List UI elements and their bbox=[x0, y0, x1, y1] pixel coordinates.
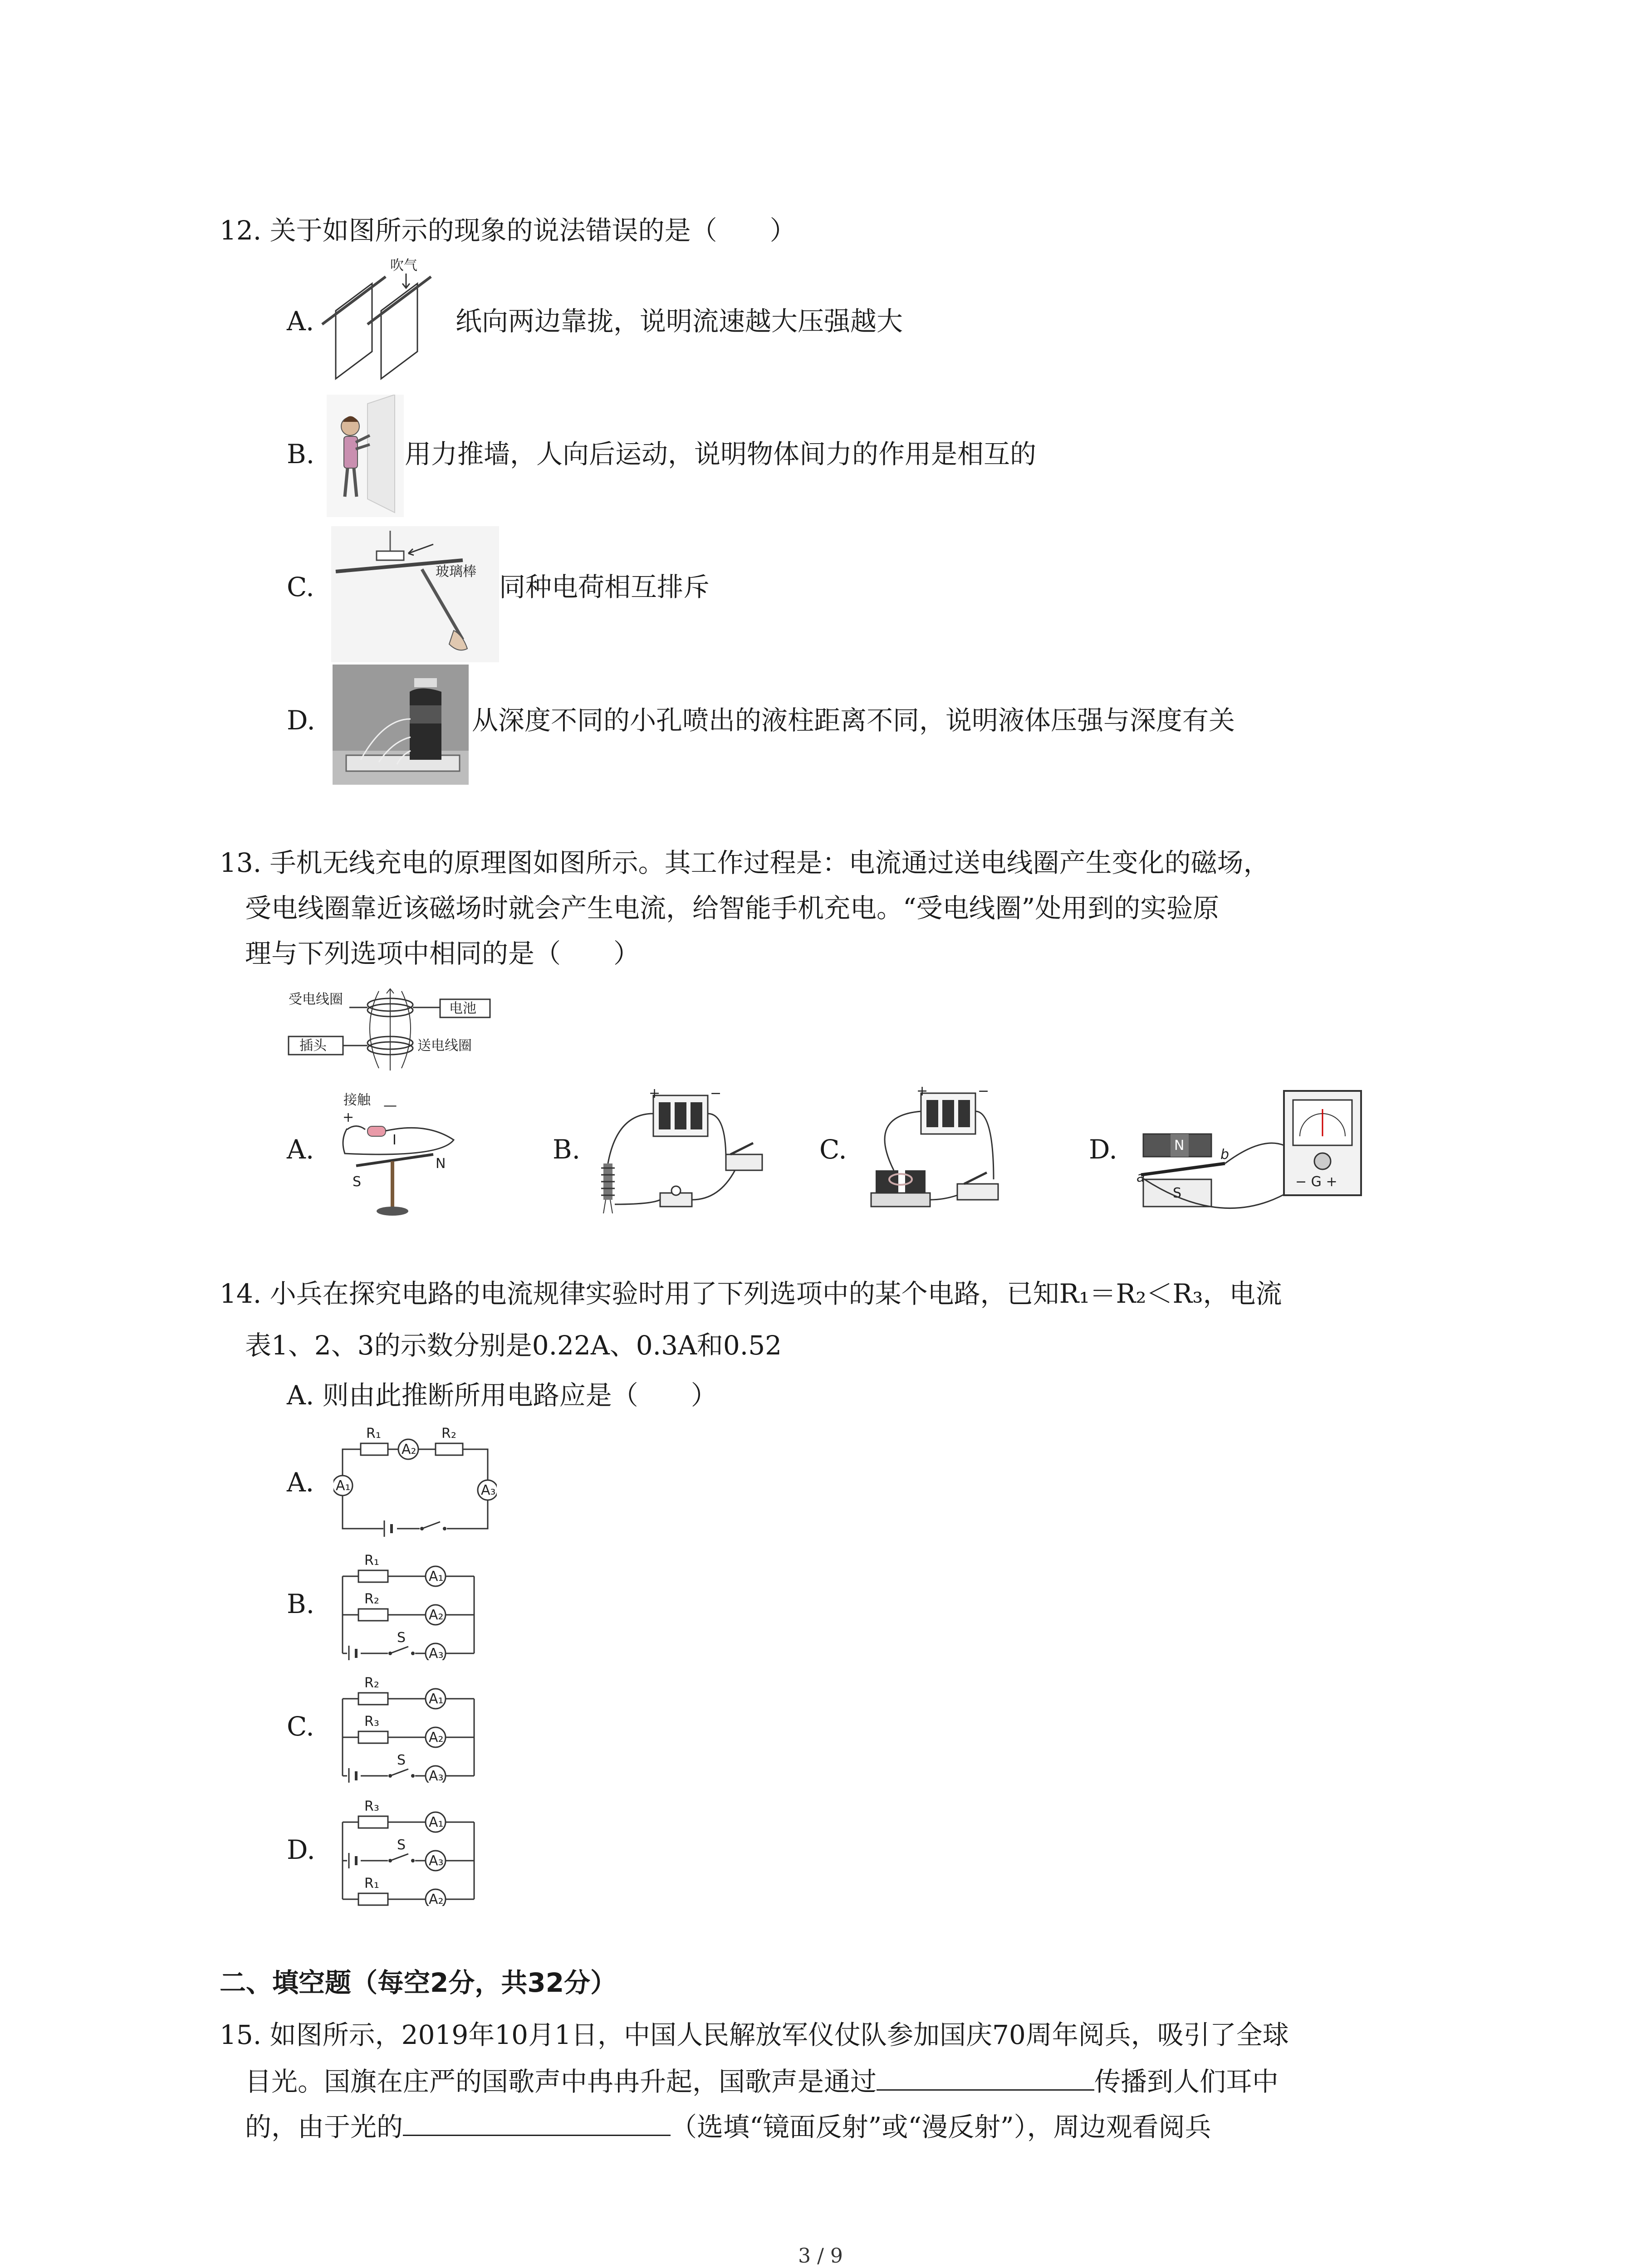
circuit-d-a3: A₃ bbox=[429, 1853, 444, 1869]
circuit-b-a2: A₂ bbox=[429, 1607, 444, 1623]
circuit-b-a3: A₃ bbox=[429, 1646, 444, 1660]
current-label: I bbox=[392, 1132, 397, 1148]
circuit-a-a2: A₂ bbox=[402, 1442, 416, 1457]
q12-option-a-text: 纸向两边靠拢，说明流速越大压强越大 bbox=[456, 306, 903, 337]
wireless-charging-diagram bbox=[286, 987, 499, 1073]
q14-option-a-letter: A． bbox=[287, 1467, 332, 1498]
q12-option-c-text: 同种电荷相互排斥 bbox=[499, 572, 710, 602]
q15-line-3-post: （选填“镜面反射”或“漫反射”），周边观看阅兵 bbox=[671, 2112, 1211, 2142]
q15-line-1: 15. 如图所示，2019年10月1日，中国人民解放军仪仗队参加国庆70周年阅兵，吸引了全球 bbox=[220, 2019, 1289, 2050]
svg-text:−: − bbox=[710, 1086, 722, 1101]
circuit-c-a3: A₃ bbox=[429, 1768, 444, 1783]
circuit-a-figure bbox=[333, 1420, 497, 1538]
north-pole-label: N bbox=[436, 1156, 446, 1172]
circuit-b-row1: R₁ bbox=[364, 1553, 379, 1569]
receive-coil-label: 受电线圈 bbox=[289, 992, 343, 1007]
q12-option-c-letter: C. bbox=[287, 572, 314, 602]
q13-option-a-letter: A. bbox=[287, 1134, 314, 1165]
minus-label: — bbox=[383, 1098, 397, 1114]
q14-option-c-letter: C. bbox=[287, 1711, 314, 1742]
circuit-b-a1: A₁ bbox=[429, 1569, 444, 1584]
circuit-c-row2: R₃ bbox=[364, 1714, 379, 1730]
q12-option-b-text: 用力推墙，人向后运动，说明物体间力的作用是相互的 bbox=[405, 439, 1037, 469]
page-number: 3 / 9 bbox=[798, 2244, 843, 2268]
q13-line-2: 受电线圈靠近该磁场时就会产生电流，给智能手机充电。“受电线圈”处用到的实验原 bbox=[245, 893, 1220, 924]
q15-blank-2[interactable] bbox=[403, 2109, 671, 2136]
blowing-paper-figure bbox=[318, 252, 454, 397]
svg-text:−: − bbox=[978, 1084, 989, 1099]
glass-rod-figure bbox=[331, 526, 499, 662]
q15-blank-1[interactable] bbox=[877, 2064, 1094, 2091]
q14-option-b-letter: B. bbox=[287, 1589, 315, 1619]
circuit-c-a1: A₁ bbox=[429, 1691, 444, 1707]
circuit-a-r1: R₁ bbox=[366, 1426, 381, 1442]
q12-option-d-text: 从深度不同的小孔喷出的液柱距离不同，说明液体压强与深度有关 bbox=[472, 705, 1235, 736]
circuit-c-row1: R₂ bbox=[364, 1675, 379, 1691]
magnet-n-label: N bbox=[1174, 1138, 1185, 1154]
circuit-b-figure bbox=[333, 1542, 488, 1660]
q13-option-c-letter: C. bbox=[819, 1134, 847, 1165]
circuit-d-switch: S bbox=[397, 1837, 406, 1853]
plus-label: + bbox=[343, 1110, 354, 1125]
q14-line-3: A. 则由此推断所用电路应是（ ） bbox=[287, 1380, 717, 1411]
q13-line-3: 理与下列选项中相同的是（ ） bbox=[245, 938, 640, 969]
q12-stem: 12. 关于如图所示的现象的说法错误的是（ ） bbox=[220, 215, 796, 246]
glass-rod-label: 玻璃棒 bbox=[436, 564, 476, 580]
wire-b-label: b bbox=[1220, 1147, 1230, 1163]
q13-option-b-letter: B. bbox=[553, 1134, 581, 1165]
q12-option-b-letter: B. bbox=[287, 439, 315, 469]
svg-text:− G +: − G + bbox=[1295, 1174, 1337, 1190]
circuit-c-switch: S bbox=[397, 1752, 406, 1768]
contact-label: 接触 bbox=[343, 1092, 371, 1108]
q12-option-a-letter: A. bbox=[287, 306, 314, 337]
magnet-s-label: S bbox=[1173, 1185, 1182, 1201]
q14-line-2: 表1、2、3的示数分别是0.22A、0.3A和0.52 bbox=[245, 1330, 782, 1361]
blow-label: 吹气 bbox=[390, 258, 417, 274]
plug-label: 插头 bbox=[299, 1038, 327, 1054]
circuit-b-switch: S bbox=[397, 1630, 406, 1646]
section-2-title: 二、填空题（每空2分，共32分） bbox=[220, 1967, 617, 1998]
battery-label: 电池 bbox=[449, 1001, 476, 1017]
circuit-d-figure bbox=[333, 1788, 488, 1906]
send-coil-label: 送电线圈 bbox=[417, 1038, 472, 1054]
svg-text:+: + bbox=[649, 1086, 661, 1101]
circuit-d-row1: R₃ bbox=[364, 1799, 379, 1814]
q15-line-3 bbox=[245, 2109, 1211, 2143]
circuit-d-a2: A₂ bbox=[429, 1892, 444, 1906]
circuit-a-r2: R₂ bbox=[441, 1426, 456, 1442]
q15-line-2-pre: 目光。国旗在庄严的国歌声中冉冉升起，国歌声是通过 bbox=[245, 2066, 877, 2097]
push-wall-figure bbox=[327, 395, 404, 517]
q13-option-d-letter: D. bbox=[1089, 1134, 1117, 1165]
motor-figure bbox=[862, 1084, 1034, 1225]
q14-line-1: 14. 小兵在探究电路的电流规律实验时用了下列选项中的某个电路，已知R₁＝R₂＜R₃，电流 bbox=[220, 1278, 1282, 1309]
water-bottle-figure bbox=[333, 665, 469, 785]
svg-text:+: + bbox=[916, 1084, 928, 1099]
circuit-c-a2: A₂ bbox=[429, 1730, 444, 1745]
oersted-experiment-figure bbox=[333, 1086, 470, 1222]
q14-option-d-letter: D. bbox=[287, 1834, 315, 1865]
q12-option-d-letter: D. bbox=[287, 705, 315, 736]
q15-line-2-post: 传播到人们耳中 bbox=[1094, 2066, 1279, 2097]
electromagnet-figure bbox=[594, 1086, 767, 1222]
circuit-c-figure bbox=[333, 1665, 488, 1783]
circuit-d-row3: R₁ bbox=[364, 1876, 379, 1892]
circuit-b-row2: R₂ bbox=[364, 1591, 379, 1607]
circuit-a-a1: A₁ bbox=[336, 1478, 351, 1494]
circuit-d-a1: A₁ bbox=[429, 1814, 444, 1830]
circuit-a-a3: A₃ bbox=[481, 1482, 496, 1498]
wire-a-label: a bbox=[1136, 1169, 1145, 1185]
south-pole-label: S bbox=[353, 1174, 362, 1190]
induction-galvanometer-figure bbox=[1134, 1084, 1370, 1225]
q13-line-1: 13. 手机无线充电的原理图如图所示。其工作过程是：电流通过送电线圈产生变化的磁场， bbox=[220, 847, 1270, 878]
q15-line-3-pre: 的，由于光的 bbox=[245, 2112, 403, 2142]
q15-line-2 bbox=[245, 2064, 1279, 2098]
